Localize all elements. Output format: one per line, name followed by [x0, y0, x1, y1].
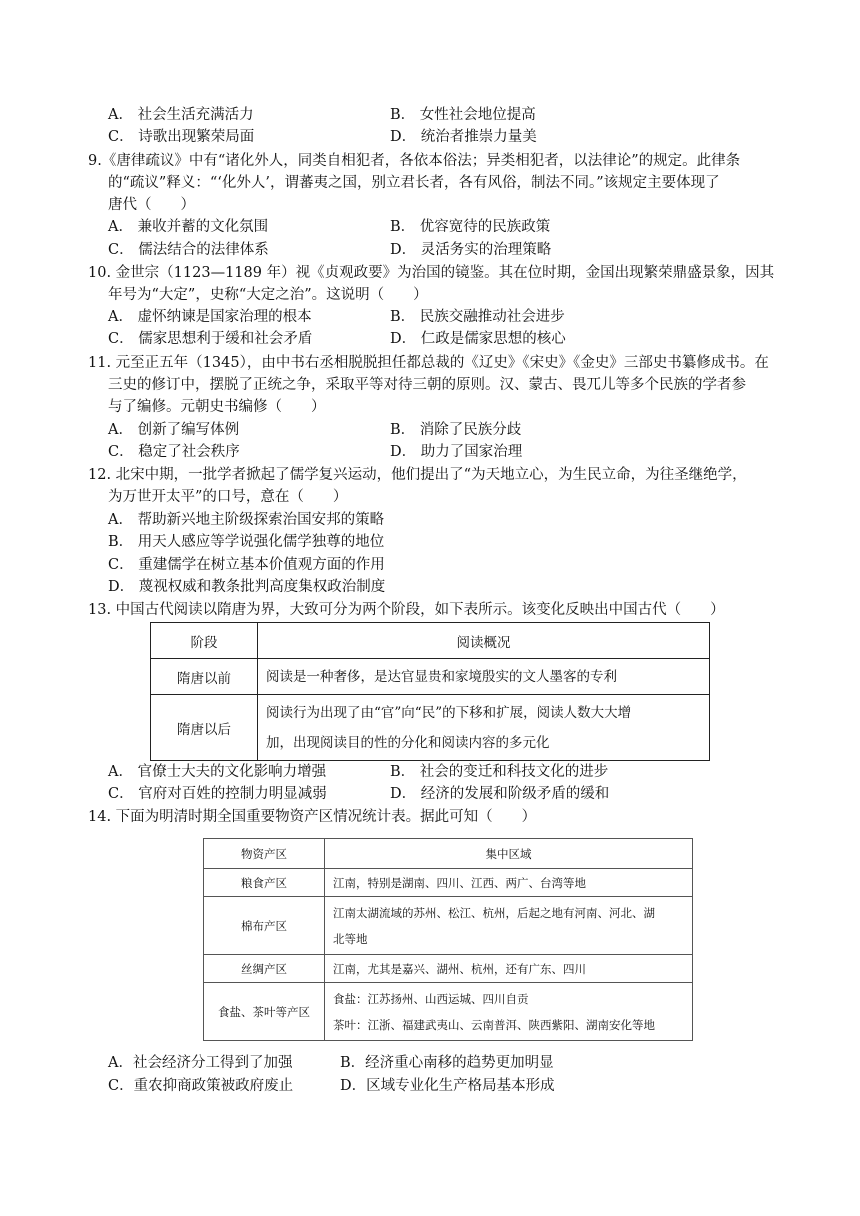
q11-stem-line-2: 三史的修订中，摆脱了正统之争，采取平等对待三朝的原则。汉、蒙古、畏兀儿等多个民族的学者参	[108, 377, 746, 393]
q14-option-b[interactable]: B．经济重心南移的趋势更加明显	[340, 1055, 554, 1071]
q13-header-overview: 阅读概况	[258, 623, 710, 659]
q14-area-cell: 粮食产区	[204, 869, 325, 897]
q14-region-line: 食盐：江苏扬州、山西运城、四川自贡	[333, 991, 529, 1006]
q14-region-line: 江南，尤其是嘉兴、湖州、杭州，还有广东、四川	[333, 961, 586, 976]
q14-header-area: 物资产区	[204, 839, 325, 869]
q14-region-cell	[325, 897, 693, 955]
q14-option-d[interactable]: D．区域专业化生产格局基本形成	[340, 1078, 555, 1094]
q9-stem-line-2: 的“疏议”释义：“‘化外人’，谓蕃夷之国，别立君长者，各有风俗，制法不同。”该规定主要体现了	[108, 175, 720, 191]
q11-stem-line-1: 11. 元至正五年（1345），由中书右丞相脱脱担任都总裁的《辽史》《宋史》《金史》三部史书纂修成书。在	[88, 355, 769, 371]
q13-stage-cell: 隋唐以前	[151, 659, 258, 695]
q14-area-cell: 棉布产区	[204, 897, 325, 955]
q9-option-b[interactable]: B． 优容宽待的民族政策	[390, 219, 551, 235]
q12-option-b[interactable]: B． 用天人感应等学说强化儒学独尊的地位	[108, 534, 385, 550]
q8-option-c[interactable]: C． 诗歌出现繁荣局面	[108, 129, 255, 145]
q11-option-c[interactable]: C． 稳定了社会秩序	[108, 444, 240, 460]
q10-option-a[interactable]: A． 虚怀纳谏是国家治理的根本	[108, 309, 312, 325]
q14-region-line: 江南太湖流域的苏州、松江、杭州，后起之地有河南、河北、湖	[333, 905, 655, 920]
q14-header-region: 集中区域	[325, 839, 693, 869]
q11-stem-line-3: 与了编修。元朝史书编修（ ）	[108, 399, 326, 415]
q13-desc-line: 加，出现阅读目的性的分化和阅读内容的多元化	[266, 734, 550, 751]
q9-stem-line-1: 9.《唐律疏议》中有“诸化外人，同类自相犯者，各依本俗法；异类相犯者，以法律论”的规定。此律条	[88, 153, 741, 169]
q11-option-d[interactable]: D． 助力了国家治理	[390, 444, 523, 460]
q14-region-line: 江南，特别是湖南、四川、江西、两广、台湾等地	[333, 875, 586, 890]
table-row	[204, 869, 693, 897]
q13-header-stage: 阶段	[151, 623, 258, 659]
q10-stem-line-2: 年号为“大定”，史称“大定之治”。这说明（ ）	[108, 287, 428, 303]
q10-option-c[interactable]: C． 儒家思想利于缓和社会矛盾	[108, 331, 313, 347]
q10-option-b[interactable]: B． 民族交融推动社会进步	[390, 309, 565, 325]
q13-option-b[interactable]: B． 社会的变迁和科技文化的进步	[390, 764, 609, 780]
q8-option-b[interactable]: B． 女性社会地位提高	[390, 107, 536, 123]
q14-resource-table	[203, 838, 693, 1041]
q13-stem-line-1: 13. 中国古代阅读以隋唐为界，大致可分为两个阶段，如下表所示。该变化反映出中国古代（ ）	[88, 602, 725, 618]
table-row	[151, 695, 710, 761]
q13-option-c[interactable]: C． 官府对百姓的控制力明显减弱	[108, 786, 327, 802]
q12-stem-line-2: 为万世开太平”的口号，意在（ ）	[108, 489, 348, 505]
q9-option-c[interactable]: C． 儒法结合的法律体系	[108, 242, 269, 258]
q12-option-c[interactable]: C． 重建儒学在树立基本价值观方面的作用	[108, 557, 385, 573]
q13-stage-cell: 隋唐以后	[151, 695, 258, 761]
q11-option-a[interactable]: A． 创新了编写体例	[108, 422, 240, 438]
q14-region-cell	[325, 983, 693, 1041]
q14-region-cell	[325, 955, 693, 983]
q14-stem-line-1: 14. 下面为明清时期全国重要物资产区情况统计表。据此可知（ ）	[88, 809, 537, 825]
q13-reading-table	[150, 622, 710, 761]
q13-table-header-row	[151, 623, 710, 659]
q10-stem-line-1: 10. 金世宗（1123—1189 年）视《贞观政要》为治国的镜鉴。其在位时期，金国出现繁荣鼎盛景象，因其	[88, 265, 775, 281]
table-row	[204, 955, 693, 983]
q12-stem-line-1: 12. 北宋中期，一批学者掀起了儒学复兴运动，他们提出了“为天地立心，为生民立命，为往圣继绝学，	[88, 467, 747, 483]
q14-table-header-row	[204, 839, 693, 869]
q14-region-line: 北等地	[333, 931, 368, 946]
q13-desc-line: 阅读行为出现了由“官”向“民”的下移和扩展，阅读人数大大增	[266, 704, 632, 721]
q12-option-a[interactable]: A． 帮助新兴地主阶级探索治国安邦的策略	[108, 512, 385, 528]
q11-option-b[interactable]: B． 消除了民族分歧	[390, 422, 522, 438]
table-row	[204, 897, 693, 955]
table-row	[204, 983, 693, 1041]
q13-desc-cell	[258, 695, 710, 761]
q14-option-c[interactable]: C．重农抑商政策被政府废止	[108, 1078, 294, 1094]
q14-area-cell: 食盐、茶叶等产区	[204, 983, 325, 1041]
q9-option-a[interactable]: A． 兼收并蓄的文化氛围	[108, 219, 269, 235]
q14-region-line: 茶叶：江浙、福建武夷山、云南普洱、陕西紫阳、湖南安化等地	[333, 1017, 655, 1032]
q13-option-a[interactable]: A． 官僚士大夫的文化影响力增强	[108, 764, 327, 780]
q14-option-a[interactable]: A．社会经济分工得到了加强	[108, 1055, 293, 1071]
q8-option-a[interactable]: A． 社会生活充满活力	[108, 107, 254, 123]
q13-desc-cell	[258, 659, 710, 695]
q9-stem-line-3: 唐代（ ）	[108, 197, 195, 213]
q10-option-d[interactable]: D． 仁政是儒家思想的核心	[390, 331, 566, 347]
q9-option-d[interactable]: D． 灵活务实的治理策略	[390, 242, 552, 258]
q13-desc-line: 阅读是一种奢侈，是达官显贵和家境殷实的文人墨客的专利	[266, 668, 617, 685]
q14-region-cell	[325, 869, 693, 897]
table-row	[151, 659, 710, 695]
q8-option-d[interactable]: D． 统治者推崇力量美	[390, 129, 537, 145]
q12-option-d[interactable]: D． 蔑视权威和教条批判高度集权政治制度	[108, 579, 386, 595]
q14-area-cell: 丝绸产区	[204, 955, 325, 983]
q13-option-d[interactable]: D． 经济的发展和阶级矛盾的缓和	[390, 786, 610, 802]
